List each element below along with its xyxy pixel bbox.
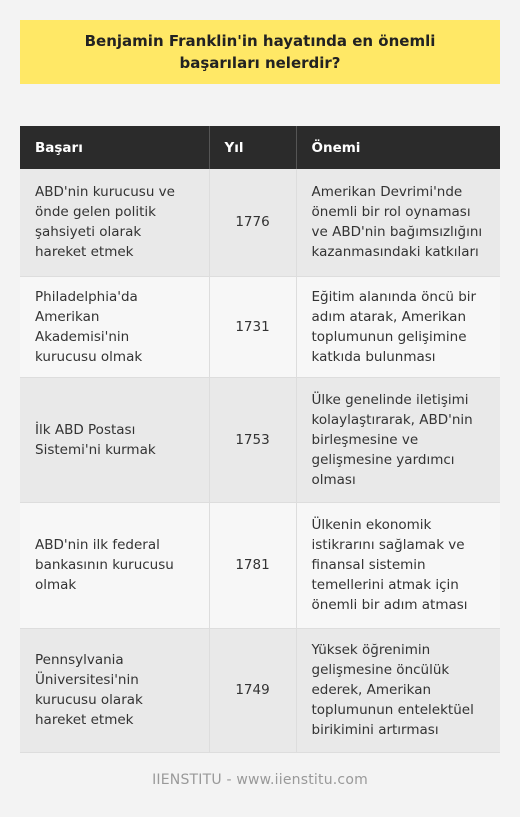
column-header-year: Yıl: [209, 126, 296, 169]
achievements-table: [20, 126, 500, 753]
achievement-cell: ABD'nin ilk federal bankasının kurucusu olmak: [20, 502, 209, 628]
achievement-cell: ABD'nin kurucusu ve önde gelen politik şahsiyeti olarak hareket etmek: [20, 169, 209, 276]
table-header-row: [20, 126, 500, 169]
year-cell: 1781: [209, 502, 296, 628]
year-cell: 1731: [209, 276, 296, 377]
column-header-achievement: Başarı: [20, 126, 209, 169]
year-cell: 1753: [209, 377, 296, 502]
table-row: [20, 276, 500, 377]
significance-cell: Eğitim alanında öncü bir adım atarak, Amerikan toplumunun gelişimine katkıda bulunması: [296, 276, 500, 377]
footer-watermark: IIENSTITU - www.iienstitu.com: [152, 772, 368, 788]
year-cell: 1749: [209, 628, 296, 752]
significance-cell: Amerikan Devrimi'nde önemli bir rol oynaması ve ABD'nin bağımsızlığını kazanmasındaki katkıları: [296, 169, 500, 276]
significance-cell: Ülke genelinde iletişimi kolaylaştırarak, ABD'nin birleşmesine ve gelişmesine yardımcı olması: [296, 377, 500, 502]
significance-cell: Yüksek öğrenimin gelişmesine öncülük ederek, Amerikan toplumunun entelektüel birikimini artırması: [296, 628, 500, 752]
achievement-cell: İlk ABD Postası Sistemi'ni kurmak: [20, 377, 209, 502]
achievement-cell: Philadelphia'da Amerikan Akademisi'nin kurucusu olmak: [20, 276, 209, 377]
year-cell: 1776: [209, 169, 296, 276]
achievements-table-container: [20, 126, 500, 753]
table-row: [20, 377, 500, 502]
achievement-cell: Pennsylvania Üniversitesi'nin kurucusu olarak hareket etmek: [20, 628, 209, 752]
page-title: Benjamin Franklin'in hayatında en önemli başarıları nelerdir?: [84, 32, 436, 72]
table-row: [20, 628, 500, 752]
title-banner: [20, 20, 500, 84]
column-header-significance: Önemi: [296, 126, 500, 169]
significance-cell: Ülkenin ekonomik istikrarını sağlamak ve finansal sistemin temellerini atmak için önemli bir adım atması: [296, 502, 500, 628]
table-row: [20, 502, 500, 628]
table-row: [20, 169, 500, 276]
